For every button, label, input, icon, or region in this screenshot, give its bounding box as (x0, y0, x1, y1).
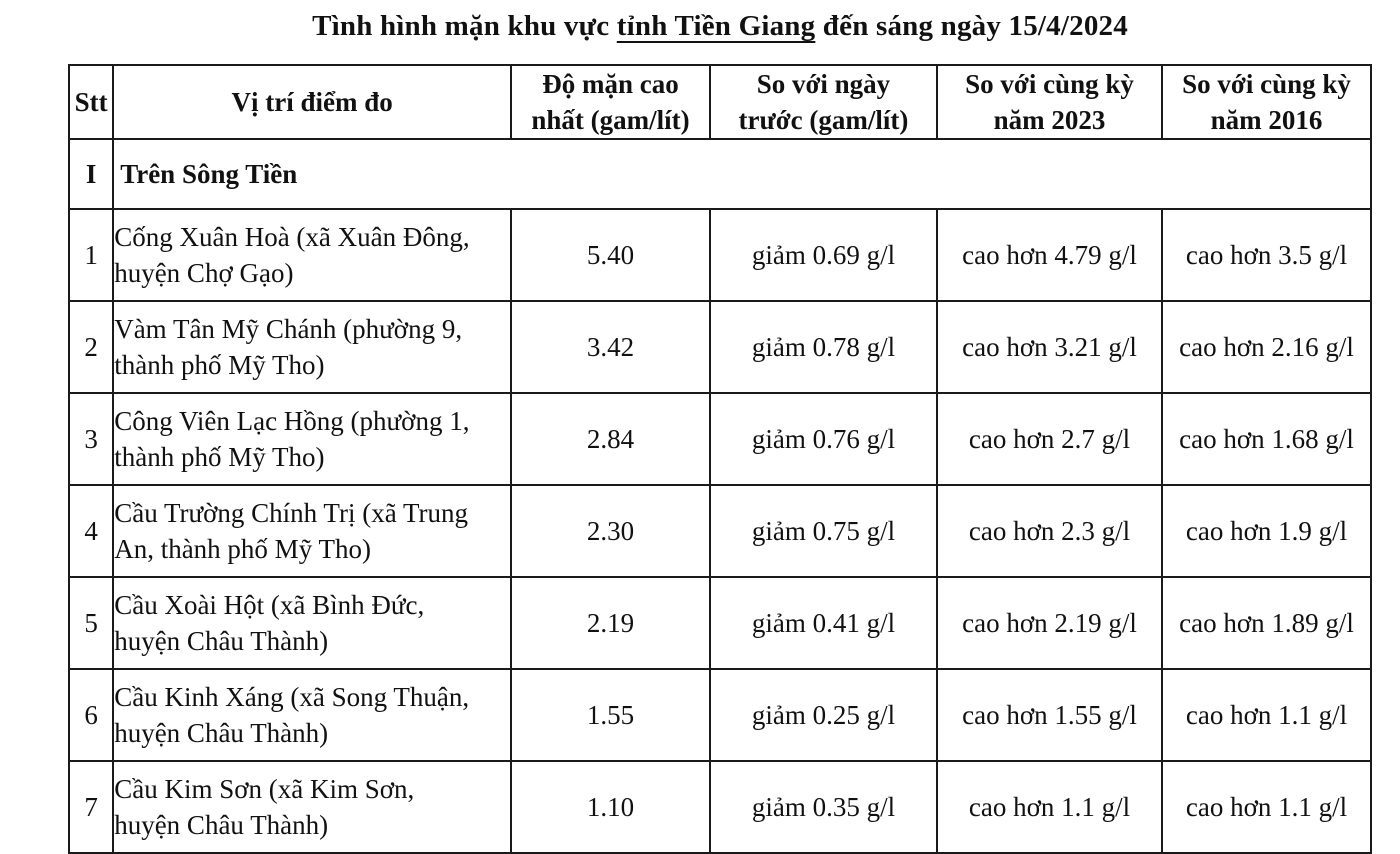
row-location (113, 393, 511, 485)
header-vs-2016 (1162, 65, 1371, 139)
row-location-line-2: huyện Chợ Gạo) (114, 258, 294, 288)
page-title-province: tỉnh Tiền Giang (616, 10, 816, 42)
row-vs-2023: cao hơn 1.1 g/l (937, 761, 1162, 853)
salinity-table (68, 64, 1372, 854)
row-max-salinity: 1.10 (511, 761, 710, 853)
table-row (69, 485, 1371, 577)
row-vs-2023: cao hơn 1.55 g/l (937, 669, 1162, 761)
row-location (113, 209, 511, 301)
row-location-line-1: Cống Xuân Hoà (xã Xuân Đông, (114, 222, 470, 252)
row-stt: 6 (69, 669, 113, 761)
row-stt: 5 (69, 577, 113, 669)
row-location-line-1: Cầu Xoài Hột (xã Bình Đức, (114, 590, 425, 620)
row-vs-2016: cao hơn 1.1 g/l (1162, 761, 1371, 853)
header-prev-line-2: trước (gam/lít) (738, 105, 909, 135)
page-title-part-1: Tình hình mặn khu vực (312, 10, 617, 42)
row-vs-2016: cao hơn 3.5 g/l (1162, 209, 1371, 301)
row-vs-2016: cao hơn 2.16 g/l (1162, 301, 1371, 393)
header-2023-line-1: So với cùng kỳ (965, 69, 1134, 99)
header-vs-2023 (937, 65, 1162, 139)
row-vs-previous-day: giảm 0.76 g/l (710, 393, 937, 485)
row-vs-previous-day: giảm 0.41 g/l (710, 577, 937, 669)
table-row (69, 669, 1371, 761)
row-location-line-2: huyện Châu Thành) (114, 810, 329, 840)
row-stt: 3 (69, 393, 113, 485)
row-location (113, 301, 511, 393)
header-max-salinity (511, 65, 710, 139)
row-vs-previous-day: giảm 0.78 g/l (710, 301, 937, 393)
row-stt: 7 (69, 761, 113, 853)
row-location-line-2: huyện Châu Thành) (114, 718, 329, 748)
table-row (69, 209, 1371, 301)
row-location (113, 669, 511, 761)
row-stt: 4 (69, 485, 113, 577)
page-title (0, 6, 1400, 46)
row-vs-previous-day: giảm 0.35 g/l (710, 761, 937, 853)
header-2016-line-1: So với cùng kỳ (1182, 69, 1351, 99)
row-vs-2016: cao hơn 1.1 g/l (1162, 669, 1371, 761)
row-location-line-2: thành phố Mỹ Tho) (114, 442, 325, 472)
header-2023-line-2: năm 2023 (993, 105, 1106, 135)
row-max-salinity: 1.55 (511, 669, 710, 761)
row-stt: 1 (69, 209, 113, 301)
table-row (69, 577, 1371, 669)
row-location-line-2: thành phố Mỹ Tho) (114, 350, 325, 380)
row-max-salinity: 2.30 (511, 485, 710, 577)
row-location-line-1: Vàm Tân Mỹ Chánh (phường 9, (114, 314, 463, 344)
row-stt: 2 (69, 301, 113, 393)
header-location: Vị trí điểm đo (113, 65, 511, 139)
header-vs-previous-day (710, 65, 937, 139)
row-location-line-1: Cầu Kinh Xáng (xã Song Thuận, (114, 682, 470, 712)
row-vs-previous-day: giảm 0.69 g/l (710, 209, 937, 301)
table-body (69, 139, 1371, 853)
row-vs-2023: cao hơn 2.19 g/l (937, 577, 1162, 669)
row-location-line-2: huyện Châu Thành) (114, 626, 329, 656)
row-location-line-2: An, thành phố Mỹ Tho) (114, 534, 371, 564)
row-vs-2016: cao hơn 1.89 g/l (1162, 577, 1371, 669)
row-vs-previous-day: giảm 0.25 g/l (710, 669, 937, 761)
header-max-line-2: nhất (gam/lít) (531, 105, 690, 135)
row-vs-previous-day: giảm 0.75 g/l (710, 485, 937, 577)
table-row (69, 761, 1371, 853)
row-vs-2023: cao hơn 2.7 g/l (937, 393, 1162, 485)
row-vs-2016: cao hơn 1.9 g/l (1162, 485, 1371, 577)
section-name: Trên Sông Tiền (113, 139, 1371, 209)
row-location-line-1: Cầu Trường Chính Trị (xã Trung (114, 498, 468, 528)
row-location-line-1: Công Viên Lạc Hồng (phường 1, (114, 406, 470, 436)
header-max-line-1: Độ mặn cao (542, 69, 679, 99)
table-header (69, 65, 1371, 139)
header-2016-line-2: năm 2016 (1210, 105, 1323, 135)
section-row (69, 139, 1371, 209)
row-location (113, 761, 511, 853)
table-row (69, 393, 1371, 485)
page-title-part-3: đến sáng ngày 15/4/2024 (815, 10, 1128, 42)
row-max-salinity: 3.42 (511, 301, 710, 393)
row-vs-2023: cao hơn 4.79 g/l (937, 209, 1162, 301)
row-vs-2016: cao hơn 1.68 g/l (1162, 393, 1371, 485)
row-location (113, 485, 511, 577)
row-vs-2023: cao hơn 3.21 g/l (937, 301, 1162, 393)
header-row (69, 65, 1371, 139)
row-max-salinity: 2.19 (511, 577, 710, 669)
row-vs-2023: cao hơn 2.3 g/l (937, 485, 1162, 577)
row-location (113, 577, 511, 669)
row-location-line-1: Cầu Kim Sơn (xã Kim Sơn, (114, 774, 415, 804)
row-max-salinity: 5.40 (511, 209, 710, 301)
table-row (69, 301, 1371, 393)
section-number: I (69, 139, 113, 209)
row-max-salinity: 2.84 (511, 393, 710, 485)
header-stt: Stt (69, 65, 113, 139)
header-prev-line-1: So với ngày (756, 69, 891, 99)
